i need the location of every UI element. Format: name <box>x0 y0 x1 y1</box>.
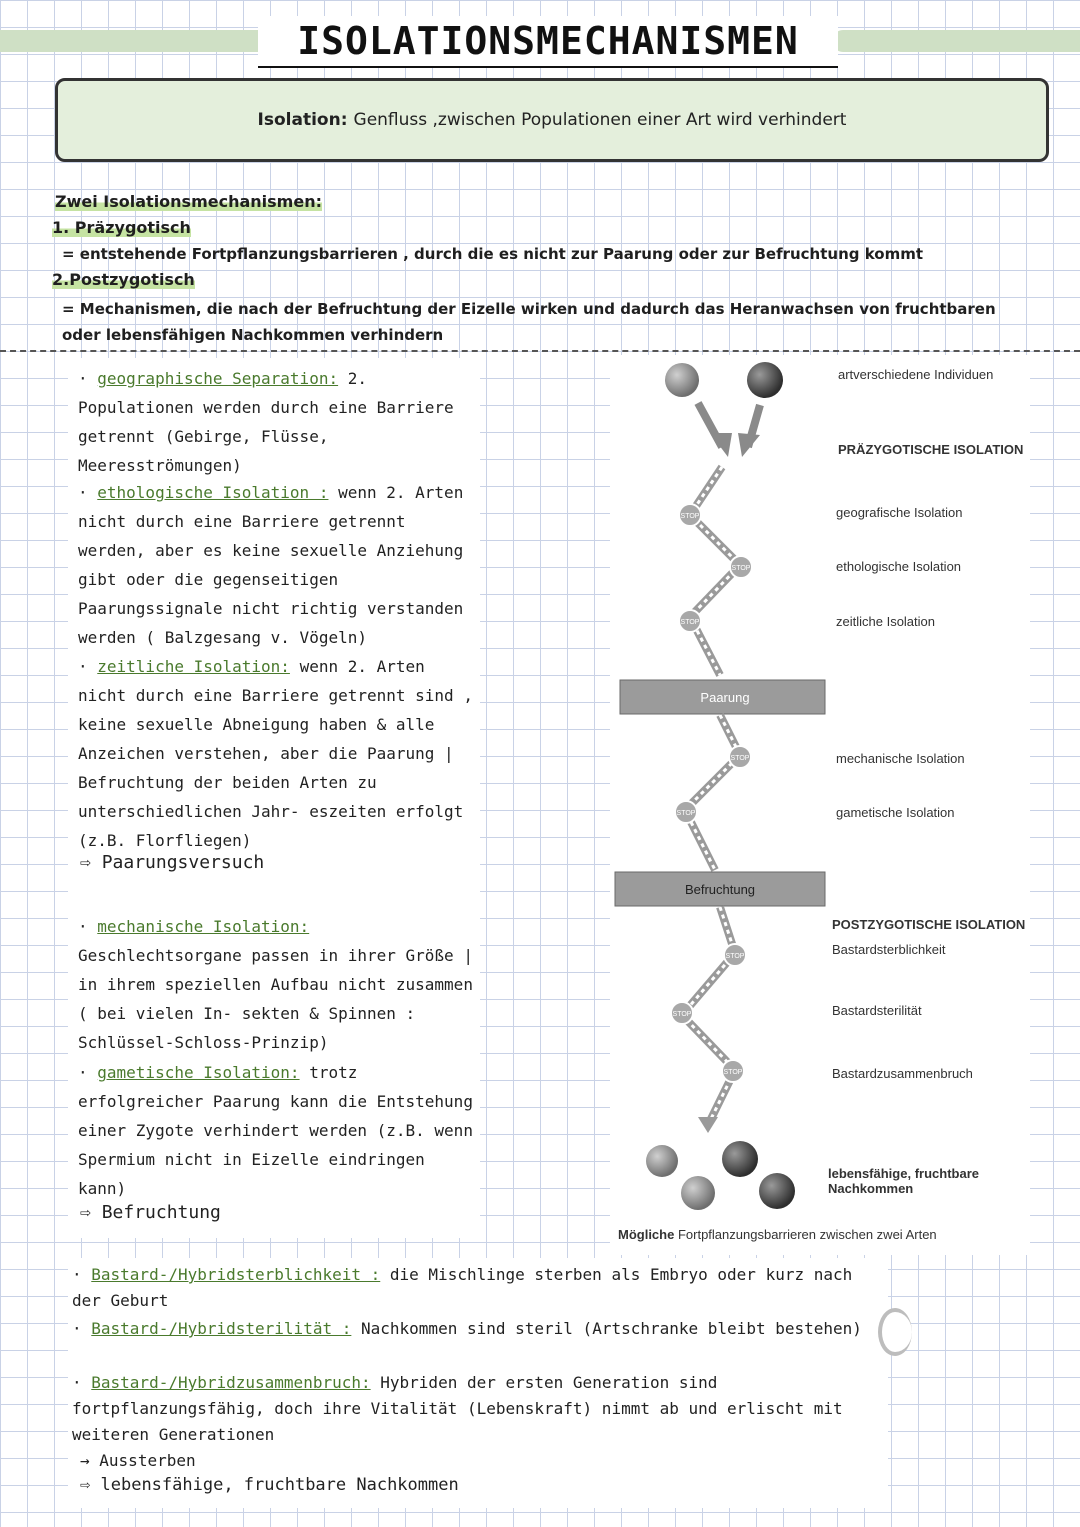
fig-label-item: mechanische Isolation <box>836 751 965 766</box>
box-paarung-label: Paarung <box>700 690 750 705</box>
postzygotic-text: = Mechanismen, die nach der Befruchtung der Eizelle wirken und dadurch das Heranwachsen von fruchtbaren oder lebensfähigen Nachkommen verhindern <box>62 300 996 344</box>
stop-text: STOP <box>723 1069 743 1076</box>
caption-text: Fortpflanzungsbarrieren zwischen zwei Arten <box>677 1227 937 1242</box>
stop-sign-icon <box>724 944 746 966</box>
stop-sign-icon <box>671 1002 693 1024</box>
stop-sign-icon <box>675 801 697 823</box>
stop-text: STOP <box>725 953 745 960</box>
note-text: 2. Populationen werden durch eine Barriere getrennt (Gebirge, Flüsse, Meeresströmungen) <box>78 369 454 475</box>
stop-text: STOP <box>731 565 751 572</box>
arrow-right-icon: → <box>80 1451 90 1470</box>
note-text: Hybriden der ersten Generation sind fortpflanzungsfähig, doch ihre Vitalität (Lebenskraft) nimmt ab und erlischt mit weiteren Generationen <box>72 1373 843 1444</box>
note-term: zeitliche Isolation: <box>97 657 290 676</box>
arrow-paarungsversuch <box>80 852 264 873</box>
caption-bold: Mögliche <box>618 1227 675 1242</box>
fig-label-item: Bastardsterblichkeit <box>832 942 946 957</box>
offspring-light <box>646 1145 678 1177</box>
note-text: die Mischlinge sterben als Embryo oder kurz nach der Geburt <box>72 1265 853 1310</box>
arrowhead-icon <box>698 1117 718 1133</box>
note-text: Nachkommen sind steril (Artschranke bleibt bestehen) <box>361 1319 862 1338</box>
stop-sign-icon <box>730 556 752 578</box>
note-text: wenn 2. Arten nicht durch eine Barriere getrennt sind , keine sexuelle Abneigung haben & alle Anzeichen verstehen, aber die Paarung | Befruchtung der beiden Arten zu unterschiedlichen Jahr- eszeiten erfolgt (z.B. Florfliegen) <box>78 657 473 850</box>
offspring-dark <box>759 1173 795 1209</box>
arrowhead-icon <box>738 433 760 457</box>
note-geographic: · geographische Separation: 2. Populationen werden durch eine Barriere getrennt (Gebirge, Flüsse, Meeresströmungen) <box>78 369 454 475</box>
fig-label-item: Bastardzusammenbruch <box>832 1066 973 1081</box>
note-ethological: · ethologische Isolation : wenn 2. Arten nicht durch eine Barriere getrennt werden, aber es keine sexuelle Anziehung gibt oder die gegenseitigen Paarungssignale nicht richtig verstanden werden ( Balzgesang v. Vögeln) <box>78 483 464 647</box>
definition-term: Isolation: <box>257 110 348 130</box>
prezygotic-label: 1. Präzygotisch <box>52 218 191 237</box>
arrow-text: lebensfähige, fruchtbare Nachkommen <box>100 1475 459 1495</box>
arrow-icon: ⇨ <box>80 1475 91 1495</box>
section-divider <box>0 350 1080 352</box>
prezygotic-text: = entstehende Fortpflanzungsbarrieren , durch die es nicht zur Paarung oder zur Befruchtung kommt <box>62 245 924 263</box>
fig-label-item: ethologische Isolation <box>836 559 962 574</box>
note-term: geographische Separation: <box>97 369 339 388</box>
note-hybrid-breakdown: · Bastard-/Hybridzusammenbruch: Hybriden der ersten Generation sind fortpflanzungsfähig, doch ihre Vitalität (Lebenskraft) nimmt ab und erlischt mit weiteren Generationen → Aussterben <box>72 1373 843 1470</box>
isolation-diagram <box>610 355 1030 1255</box>
stop-text: STOP <box>680 513 700 520</box>
arrow-text: Befruchtung <box>101 1202 221 1223</box>
offspring-dark <box>722 1141 758 1177</box>
stop-sign-icon <box>679 610 701 632</box>
box-befruchtung-label: Befruchtung <box>684 882 756 897</box>
title-decoration-right <box>832 30 1080 52</box>
note-term: Bastard-/Hybridsterblichkeit : <box>91 1265 381 1284</box>
note-gametic: · gametische Isolation: trotz erfolgreicher Paarung kann die Entstehung einer Zygote verhindert werden (z.B. wenn Spermium nicht in Eizelle eindringen kann) <box>78 1063 473 1198</box>
fig-label-item: geografische Isolation <box>836 505 963 520</box>
fig-label-individuals: artverschiedene Individuen <box>838 367 994 382</box>
note-hybrid-mortality: · Bastard-/Hybridsterblichkeit : die Mischlinge sterben als Embryo oder kurz nach der Geburt <box>72 1265 853 1310</box>
individual-dark <box>747 362 783 398</box>
stop-sign-icon <box>729 746 751 768</box>
note-mechanical: · mechanische Isolation: Geschlechtsorgane passen in ihrer Größe | in ihrem speziellen Aufbau nicht zusammen ( bei vielen In- sekten & Spinnen : Schlüssel-Schloss-Prinzip) <box>78 917 473 1052</box>
offspring-light <box>681 1176 715 1210</box>
definition-text: Genfluss ,zwischen Populationen einer Art wird verhindert <box>353 110 847 130</box>
stop-text: STOP <box>680 619 700 626</box>
note-term: mechanische Isolation: <box>97 917 310 936</box>
individual-light <box>665 363 699 397</box>
note-text: trotz erfolgreicher Paarung kann die Entstehung einer Zygote verhindert werden (z.B. wenn Spermium nicht in Eizelle eindringen kann) <box>78 1063 473 1198</box>
arrow-icon: ⇨ <box>80 852 91 873</box>
intro-heading: Zwei Isolationsmechanismen: <box>55 192 322 211</box>
note-term: Bastard-/Hybridsterilität : <box>91 1319 352 1338</box>
stop-sign-icon <box>679 504 701 526</box>
note-text: Geschlechtsorgane passen in ihrer Größe | in ihrem speziellen Aufbau nicht zusammen ( bei vielen In- sekten & Spinnen : Schlüssel-Schloss-Prinzip) <box>78 946 473 1052</box>
note-term: ethologische Isolation : <box>97 483 329 502</box>
fig-label-offspring: lebensfähige, fruchtbare Nachkommen <box>828 1166 979 1196</box>
fig-label-item: Bastardsterilität <box>832 1003 922 1018</box>
paper-clip-decoration <box>878 1308 912 1356</box>
definition-box <box>55 78 1049 162</box>
arrowhead-icon <box>710 433 732 457</box>
stop-text: STOP <box>672 1011 692 1018</box>
arrow-text: Paarungsversuch <box>101 852 265 873</box>
stop-text: STOP <box>676 810 696 817</box>
arrow-icon: ⇨ <box>80 1202 91 1223</box>
fig-heading-prezygotic: PRÄZYGOTISCHE ISOLATION <box>838 442 1024 457</box>
page-title: ISOLATIONSMECHANISMEN <box>258 16 838 68</box>
fig-label-item: gametische Isolation <box>836 805 955 820</box>
note-term: gametische Isolation: <box>97 1063 300 1082</box>
arrow-befruchtung <box>80 1202 221 1223</box>
postzygotic-label: 2.Postzygotisch <box>52 270 195 289</box>
fig-label-item: zeitliche Isolation <box>836 614 935 629</box>
stop-text: STOP <box>730 755 750 762</box>
fig-heading-postzygotic: POSTZYGOTISCHE ISOLATION <box>832 917 1026 932</box>
arrow-final <box>80 1475 459 1495</box>
path-zigzag-inner <box>685 715 740 870</box>
note-result: Aussterben <box>99 1451 196 1470</box>
note-text: wenn 2. Arten nicht durch eine Barriere getrennt werden, aber es keine sexuelle Anziehung gibt oder die gegenseitigen Paarungssignale nicht richtig verstanden werden ( Balzgesang v. Vögeln) <box>78 483 464 647</box>
note-term: Bastard-/Hybridzusammenbruch: <box>91 1373 371 1392</box>
note-hybrid-sterility: · Bastard-/Hybridsterilität : Nachkommen sind steril (Artschranke bleibt bestehen) <box>72 1319 862 1338</box>
title-decoration-left <box>0 30 260 52</box>
stop-sign-icon <box>722 1060 744 1082</box>
figure-caption <box>618 1227 937 1242</box>
note-temporal: · zeitliche Isolation: wenn 2. Arten nicht durch eine Barriere getrennt sind , keine sexuelle Abneigung haben & alle Anzeichen verstehen, aber die Paarung | Befruchtung der beiden Arten zu unterschiedlichen Jahr- eszeiten erfolgt (z.B. Florfliegen) <box>78 657 473 850</box>
